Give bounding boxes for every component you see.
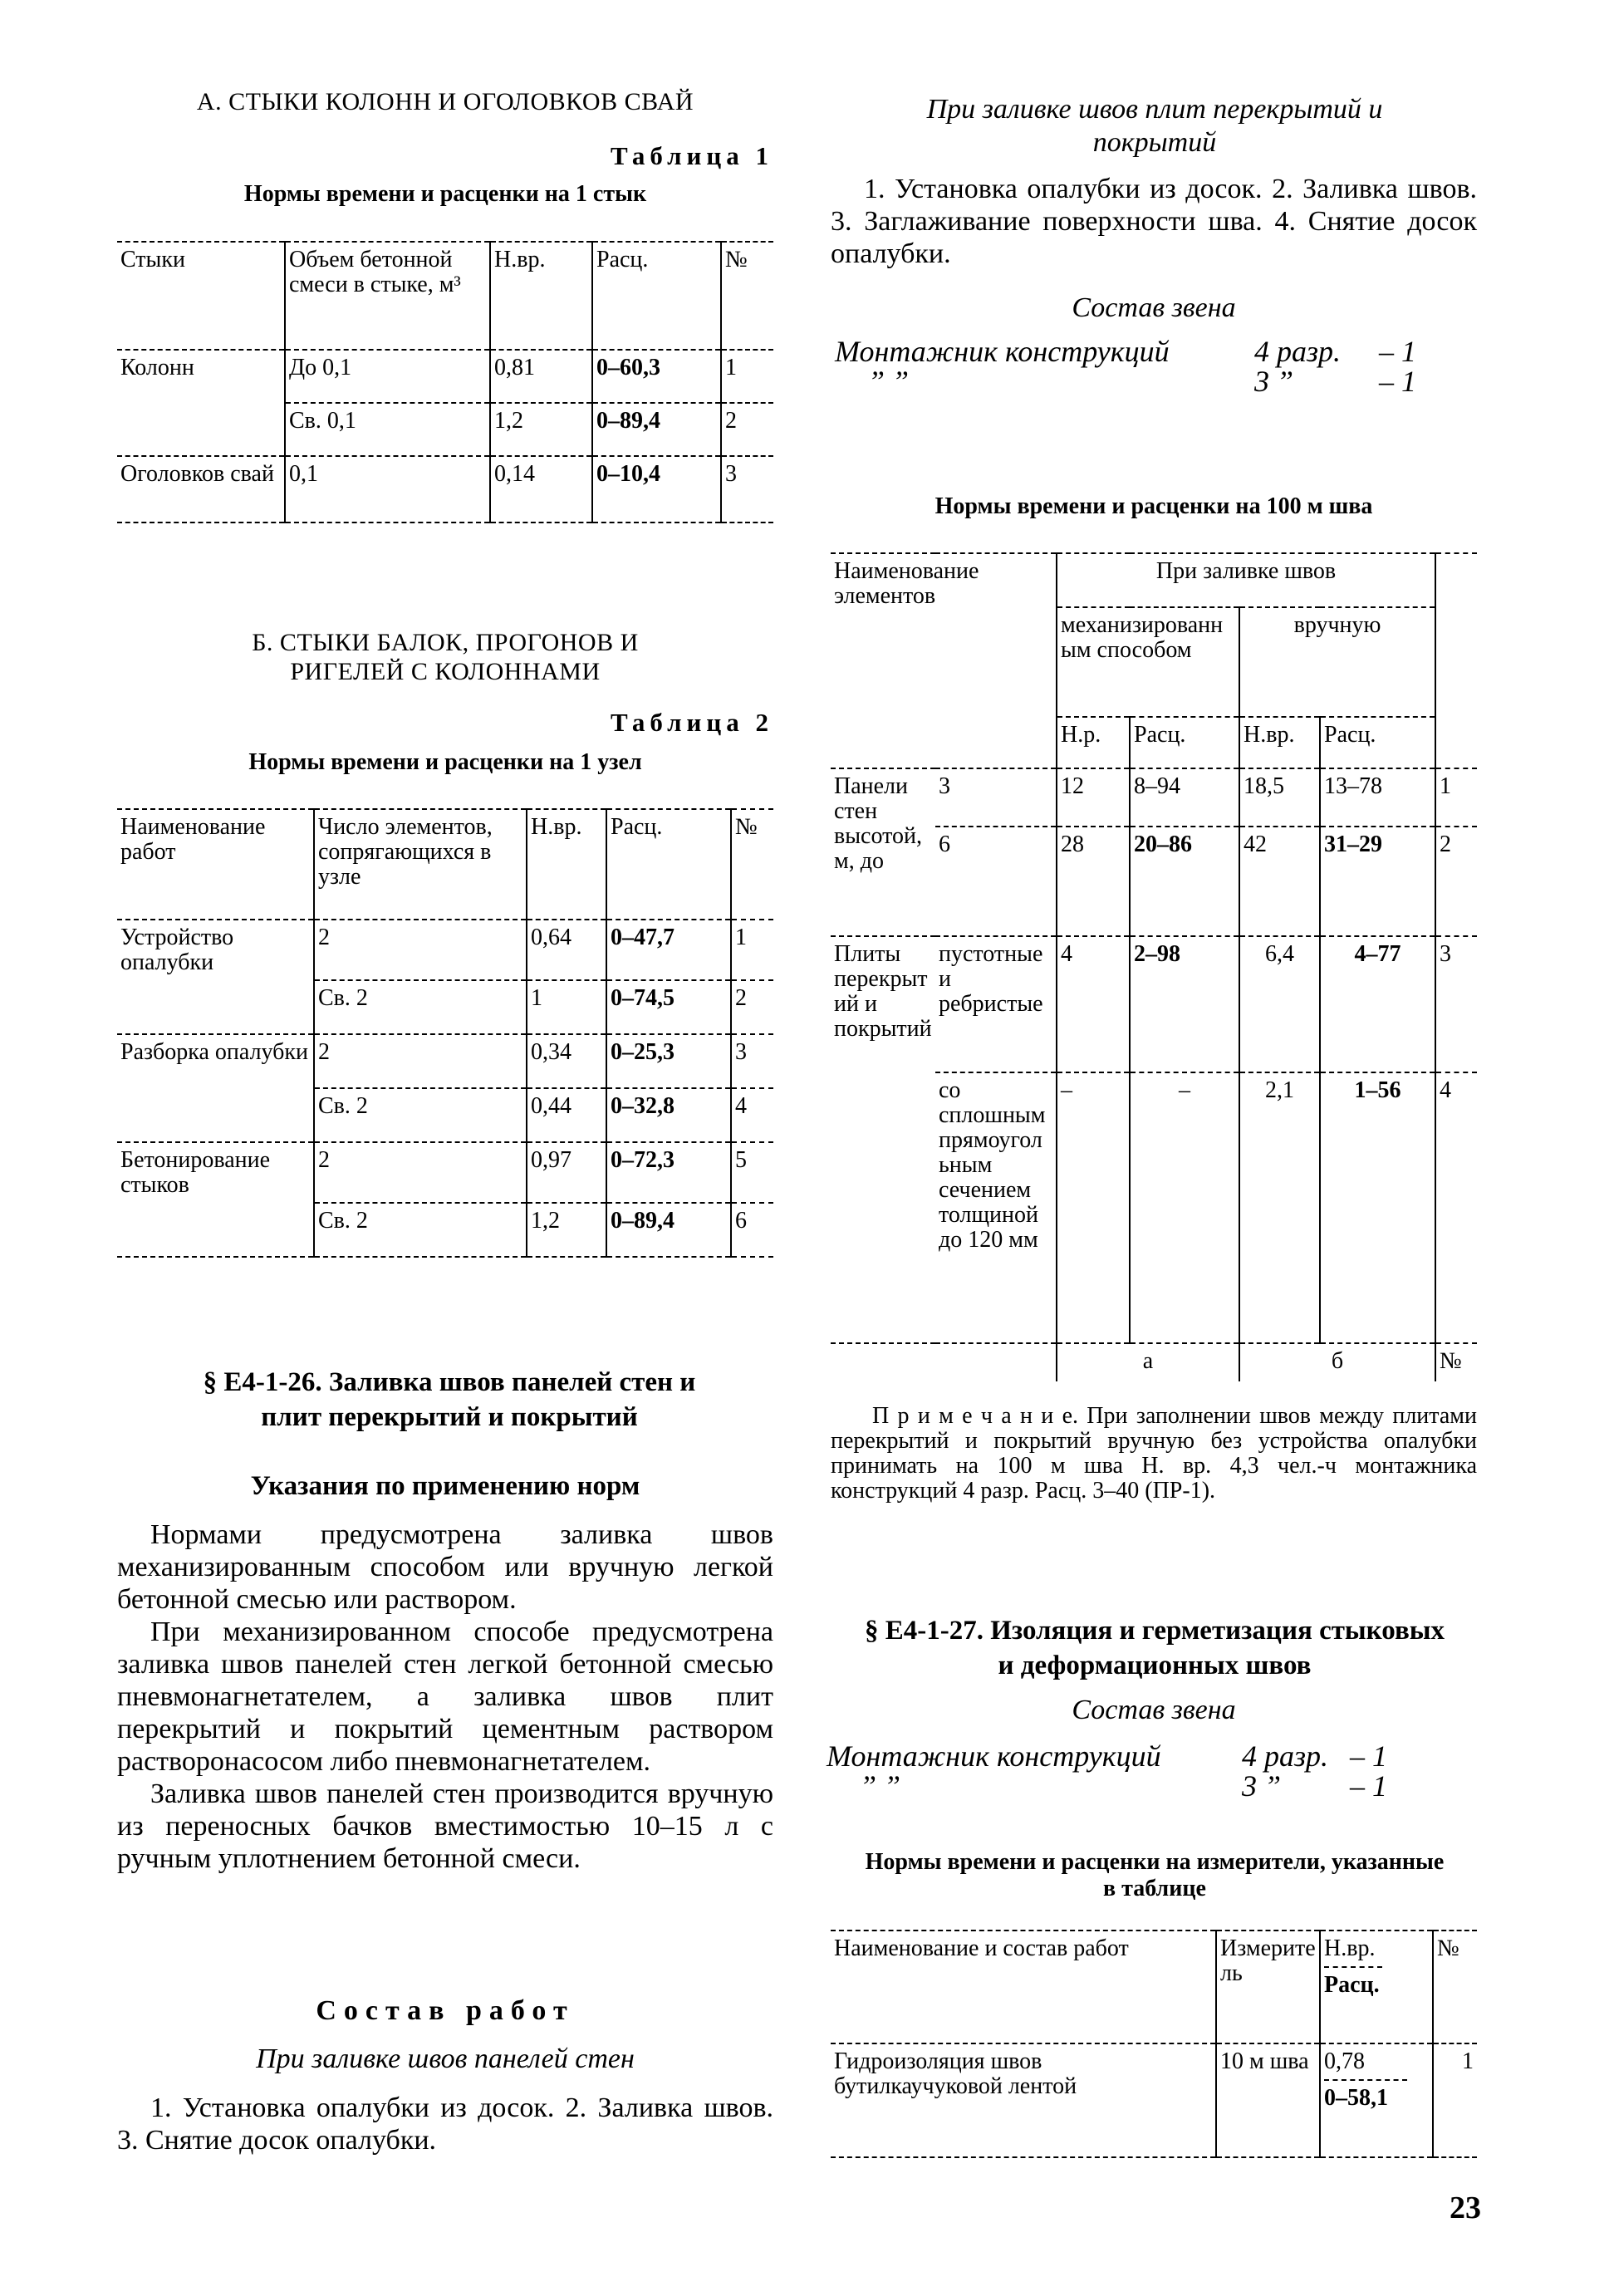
table-header: Число элементов, сопрягающихся в узле: [314, 809, 527, 920]
crew-name: ” ”: [868, 365, 910, 398]
rasc-value: 0–58,1: [1324, 2085, 1388, 2111]
cell: –: [1130, 1072, 1239, 1343]
table-2-title: Нормы времени и расценки на 1 узел: [248, 749, 642, 775]
header-mechanized: механизированным способом: [1057, 607, 1239, 717]
col-header: Н.вр.: [1239, 717, 1320, 768]
cell: 8–94: [1130, 768, 1239, 827]
table-2-label: Таблица 2: [611, 708, 773, 737]
cell: 2: [731, 980, 773, 1034]
table-row: [117, 1203, 773, 1257]
crew-title: Состав звена: [1072, 292, 1236, 323]
table-footer-row: [831, 1343, 1477, 1381]
crew-title-2: Состав звена: [1072, 1695, 1236, 1725]
guidance-text: [117, 1518, 773, 1875]
cell: 3: [731, 1034, 773, 1088]
cell: [117, 980, 314, 1034]
table-header: Наименование работ: [117, 809, 314, 920]
paragraph: При механизированном способе предусмотрена заливка швов панелей стен легкой бетонной смесью пневмонагнетателем, а заливка швов плит перекрытий и покрытий цементным раствором растворонасосом либо пневмонагнетателем.: [117, 1617, 773, 1777]
cell: 2–98: [1130, 936, 1239, 1072]
crew-grade: 3 ”: [1254, 365, 1294, 398]
cell: 4: [1435, 1072, 1477, 1343]
table-row: [831, 2043, 1477, 2157]
note-text: П р и м е ч а н и е. При заполнении швов между плитами перекрытий и покрытий вручную без устройства опалубки принимать на 100 м шва Н. вр. 4,3 чел.-ч монтажника конструкций 4 разр. Расц. 3–40 (ПР-1).: [831, 1403, 1477, 1504]
cell: 1: [527, 980, 606, 1034]
table-1-label: Таблица 1: [611, 141, 773, 170]
cell: До 0,1: [285, 350, 490, 403]
col-header: Н.р.: [1057, 717, 1130, 768]
cell: 12: [1057, 768, 1130, 827]
walls-steps: [117, 2092, 773, 2156]
cell: 0,14: [490, 456, 592, 522]
cell: Устройство опалубки: [117, 920, 314, 980]
header-group: При заливке швов: [1057, 553, 1435, 607]
cell: 0–72,3: [606, 1142, 731, 1203]
table-header: Расц.: [606, 809, 731, 920]
cell: 1: [721, 350, 773, 403]
table-header: [1320, 1931, 1433, 2043]
cell: 1: [731, 920, 773, 980]
crew-grade: 4 разр.: [1254, 335, 1342, 368]
walls-subtitle: При заливке швов панелей стен: [256, 2043, 635, 2074]
table-header: Измеритель: [1216, 1931, 1320, 2043]
cell: 0,44: [527, 1088, 606, 1142]
work-composition-title: Состав работ: [316, 1995, 575, 2026]
slabs-label: Плиты перекрытий и покрытий: [831, 936, 935, 1343]
cell: со сплошным прямоугольным сечением толщиной до 120 мм: [935, 1072, 1057, 1343]
crew-count: – 1: [1379, 365, 1416, 398]
cell: 1–56: [1320, 1072, 1435, 1343]
section-e4-1-26-title: § Е4-1-26. Заливка швов панелей стен и плит перекрытий и покрытий: [203, 1367, 696, 1432]
crew-name: Монтажник конструкций: [835, 335, 1170, 368]
cell: 5: [731, 1142, 773, 1203]
col-header: Расц.: [1320, 717, 1435, 768]
table-header: №: [1433, 1931, 1477, 2043]
cell: 0,97: [527, 1142, 606, 1203]
guidance-title: Указания по применению норм: [250, 1471, 640, 1501]
cell: Оголовков свай: [117, 456, 285, 522]
cell: 0–10,4: [592, 456, 721, 522]
cell: 42: [1239, 827, 1320, 936]
paragraph: Нормами предусмотрена заливка швов механизированным способом или вручную легкой бетонной смесью или раствором.: [117, 1519, 773, 1615]
cell: 0–32,8: [606, 1088, 731, 1142]
cell: 6: [935, 827, 1057, 936]
section-a-title: А. СТЫКИ КОЛОНН И ОГОЛОВКОВ СВАЙ: [196, 88, 694, 115]
col-header: Расц.: [1130, 717, 1239, 768]
cell: 10 м шва: [1216, 2043, 1320, 2157]
paragraph: 1. Установка опалубки из досок. 2. Заливка швов. 3. Снятие досок опалубки.: [117, 2092, 773, 2156]
cell: Бетонирование стыков: [117, 1142, 314, 1203]
footer-b: б: [1239, 1343, 1435, 1381]
cell: Разборка опалубки: [117, 1034, 314, 1088]
table-row: [117, 1142, 773, 1203]
table-3: [831, 552, 1477, 1381]
crew-name: Монтажник конструкций: [827, 1739, 1161, 1773]
table-row: [117, 1034, 773, 1088]
cell: 3: [721, 456, 773, 522]
cell: 1: [1433, 2043, 1477, 2157]
cell: 2: [1435, 827, 1477, 936]
cell: Колонн: [117, 350, 285, 403]
crew-list-2: [827, 1739, 1474, 1808]
cell: [117, 1088, 314, 1142]
table-4-title: Нормы времени и расценки на измерители, указанные в таблице: [865, 1849, 1445, 1901]
page-number: 23: [1450, 2191, 1481, 2225]
cell: 13–78: [1320, 768, 1435, 827]
cell: 4: [1057, 936, 1130, 1072]
cell: Гидроизоляция швов бутилкаучуковой лентой: [831, 2043, 1216, 2157]
panels-label: Панели стен высотой, м, до: [831, 768, 935, 936]
crew-grade: 4 разр.: [1242, 1739, 1329, 1773]
table-row: [831, 936, 1477, 1072]
cell: 20–86: [1130, 827, 1239, 936]
cell: пустотные и ребристые: [935, 936, 1057, 1072]
slabs-steps: [831, 173, 1477, 270]
cell: 0–60,3: [592, 350, 721, 403]
cell: [1320, 2043, 1433, 2157]
table-row: [117, 980, 773, 1034]
cell: 0,34: [527, 1034, 606, 1088]
crew-list: [835, 337, 1474, 404]
cell: [117, 1203, 314, 1257]
table-row: [117, 920, 773, 980]
cell: Св. 0,1: [285, 403, 490, 456]
cell: 0,81: [490, 350, 592, 403]
crew-name: ” ”: [860, 1769, 901, 1803]
cell: 0–25,3: [606, 1034, 731, 1088]
table-header: Расц.: [592, 242, 721, 350]
cell: 0–89,4: [592, 403, 721, 456]
table-1-title: Нормы времени и расценки на 1 стык: [243, 181, 647, 207]
table-header: Объем бетонной смеси в стыке, м³: [285, 242, 490, 350]
section-b-title: Б. СТЫКИ БАЛОК, ПРОГОНОВ И РИГЕЛЕЙ С КОЛОННАМИ: [252, 629, 639, 685]
cell: 3: [1435, 936, 1477, 1072]
cell: –: [1057, 1072, 1130, 1343]
cell: Св. 2: [314, 980, 527, 1034]
table-row: [117, 456, 773, 522]
table-header: Н.вр.: [490, 242, 592, 350]
footer-a: а: [1057, 1343, 1239, 1381]
cell: 2: [314, 1142, 527, 1203]
header-name: Наименование элементов: [831, 553, 1057, 768]
table-header: №: [721, 242, 773, 350]
table-header: Стыки: [117, 242, 285, 350]
cell: 4: [731, 1088, 773, 1142]
table-3-title: Нормы времени и расценки на 100 м шва: [934, 493, 1373, 519]
cell: 1,2: [490, 403, 592, 456]
cell: Св. 2: [314, 1203, 527, 1257]
cell: 0–74,5: [606, 980, 731, 1034]
cell: 18,5: [1239, 768, 1320, 827]
crew-count: – 1: [1379, 335, 1416, 368]
header-manual: вручную: [1239, 607, 1435, 717]
cell: 0,64: [527, 920, 606, 980]
cell: 1,2: [527, 1203, 606, 1257]
cell: 2: [314, 920, 527, 980]
table-header: №: [731, 809, 773, 920]
cell: 0,1: [285, 456, 490, 522]
table-row: [117, 403, 773, 456]
cell: 2,1: [1239, 1072, 1320, 1343]
cell: 2: [721, 403, 773, 456]
crew-count: – 1: [1350, 1769, 1387, 1803]
footer-no: №: [1435, 1343, 1477, 1381]
cell: 0–89,4: [606, 1203, 731, 1257]
rasc-header: Расц.: [1324, 1972, 1380, 1998]
cell: 1: [1435, 768, 1477, 827]
note: [831, 1404, 1477, 1504]
nvr-value: 0,78: [1324, 2048, 1365, 2074]
cell: Св. 2: [314, 1088, 527, 1142]
crew-grade: 3 ”: [1242, 1769, 1282, 1803]
table-header: Наименование и состав работ: [831, 1931, 1216, 2043]
slabs-subtitle: При заливке швов плит перекрытий и покрытий: [926, 94, 1383, 158]
table-4: [831, 1930, 1477, 2158]
cell: 4–77: [1320, 936, 1435, 1072]
cell: 0–47,7: [606, 920, 731, 980]
table-row: [117, 1088, 773, 1142]
table-1: [117, 241, 773, 523]
paragraph: Заливка швов панелей стен производится вручную из переносных бачков вместимостью 10–15 л с ручным уплотнением бетонной смеси.: [117, 1778, 773, 1874]
table-row: [831, 768, 1477, 827]
cell: 31–29: [1320, 827, 1435, 936]
paragraph: 1. Установка опалубки из досок. 2. Заливка швов. 3. Заглаживание поверхности шва. 4. Снятие досок опалубки.: [831, 174, 1477, 269]
table-header: Н.вр.: [527, 809, 606, 920]
table-row: [117, 350, 773, 403]
cell: 6,4: [1239, 936, 1320, 1072]
cell: 6: [731, 1203, 773, 1257]
cell: 2: [314, 1034, 527, 1088]
cell: 3: [935, 768, 1057, 827]
table-2: [117, 808, 773, 1258]
cell: 28: [1057, 827, 1130, 936]
crew-count: – 1: [1350, 1739, 1387, 1773]
nvr-header: Н.вр.: [1324, 1935, 1376, 1961]
cell: [117, 403, 285, 456]
section-e4-1-27-title: § Е4-1-27. Изоляция и герметизация стыковых и деформационных швов: [864, 1616, 1445, 1680]
